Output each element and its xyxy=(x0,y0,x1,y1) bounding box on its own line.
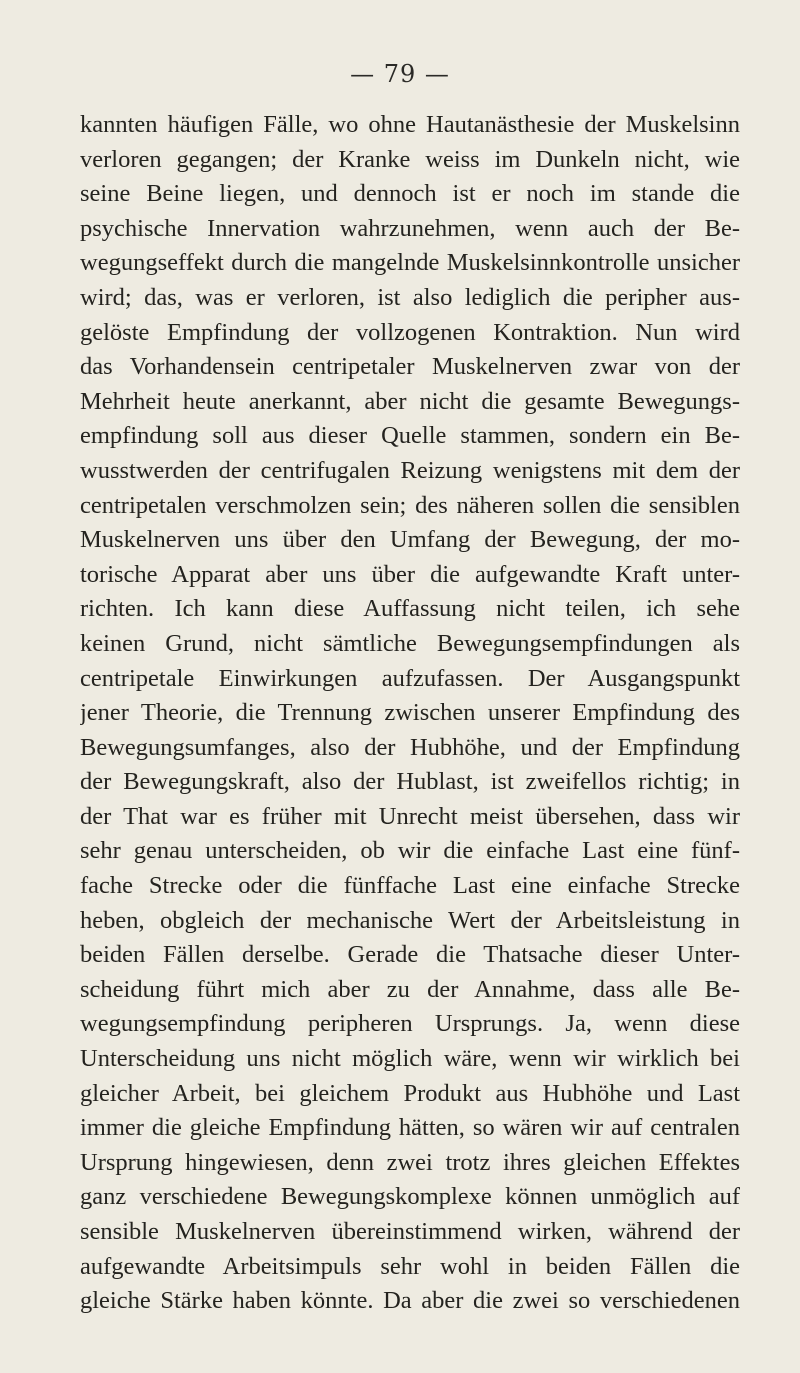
text-line: wegungsempfindung peripheren Ursprungs. Ja, wenn diese xyxy=(80,1010,740,1038)
text-line: ganz verschiedene Bewegungskomplexe können unmöglich auf xyxy=(80,1183,740,1211)
text-line: richten. Ich kann diese Auffassung nicht teilen, ich sehe xyxy=(80,595,740,623)
text-line: gleiche Stärke haben könnte. Da aber die zwei so verschiedenen xyxy=(80,1287,740,1315)
text-line: keinen Grund, nicht sämtliche Bewegungsempfindungen als xyxy=(80,629,740,657)
text-line: das Vorhandensein centripetaler Muskelnerven zwar von der xyxy=(80,353,740,381)
text-line: wegungseffekt durch die mangelnde Muskelsinnkontrolle unsicher xyxy=(80,249,740,277)
text-line: fache Strecke oder die fünffache Last eine einfache Strecke xyxy=(80,872,740,900)
text-line: der That war es früher mit Unrecht meist übersehen, dass wir xyxy=(80,802,740,830)
text-line: Unterscheidung uns nicht möglich wäre, wenn wir wirklich bei xyxy=(80,1045,740,1073)
text-line: immer die gleiche Empfindung hätten, so wären wir auf centralen xyxy=(80,1114,740,1142)
text-line: wusstwerden der centrifugalen Reizung wenigstens mit dem der xyxy=(80,456,740,484)
text-line: verloren gegangen; der Kranke weiss im Dunkeln nicht, wie xyxy=(80,145,740,173)
text-line: jener Theorie, die Trennung zwischen unserer Empfindung des xyxy=(80,699,740,727)
text-line: torische Apparat aber uns über die aufgewandte Kraft unter- xyxy=(80,560,740,588)
text-line: aufgewandte Arbeitsimpuls sehr wohl in beiden Fällen die xyxy=(80,1252,740,1280)
text-line: Ursprung hingewiesen, denn zwei trotz ihres gleichen Effektes xyxy=(80,1148,740,1176)
text-line: Muskelnerven uns über den Umfang der Bewegung, der mo- xyxy=(80,526,740,554)
text-line: scheidung führt mich aber zu der Annahme, dass alle Be- xyxy=(80,975,740,1003)
text-line: psychische Innervation wahrzunehmen, wenn auch der Be- xyxy=(80,214,740,242)
text-line: kannten häufigen Fälle, wo ohne Hautanästhesie der Muskelsinn xyxy=(80,111,740,138)
text-line: sehr genau unterscheiden, ob wir die einfache Last eine fünf- xyxy=(80,837,740,865)
text-line: centripetale Einwirkungen aufzufassen. Der Ausgangspunkt xyxy=(80,664,740,692)
text-line: empfindung soll aus dieser Quelle stammen, sondern ein Be- xyxy=(80,422,740,450)
text-line: beiden Fällen derselbe. Gerade die Thatsache dieser Unter- xyxy=(80,941,740,969)
text-line: heben, obgleich der mechanische Wert der Arbeitsleistung in xyxy=(80,906,740,934)
text-line: Mehrheit heute anerkannt, aber nicht die gesamte Bewegungs- xyxy=(80,387,740,415)
body-text xyxy=(80,108,740,1319)
text-line: Bewegungsumfanges, also der Hubhöhe, und der Empfindung xyxy=(80,733,740,761)
text-line: gleicher Arbeit, bei gleichem Produkt aus Hubhöhe und Last xyxy=(80,1079,740,1107)
text-line: wird; das, was er verloren, ist also lediglich die peripher aus- xyxy=(80,283,740,311)
text-line: centripetalen verschmolzen sein; des näheren sollen die sensiblen xyxy=(80,491,740,519)
text-line: gelöste Empfindung der vollzogenen Kontraktion. Nun wird xyxy=(80,318,740,346)
text-line: sensible Muskelnerven übereinstimmend wirken, während der xyxy=(80,1218,740,1245)
text-line: seine Beine liegen, und dennoch ist er noch im stande die xyxy=(80,180,740,208)
page-number: — 79 — xyxy=(350,60,450,88)
text-line: der Bewegungskraft, also der Hublast, ist zweifellos richtig; in xyxy=(80,768,740,796)
